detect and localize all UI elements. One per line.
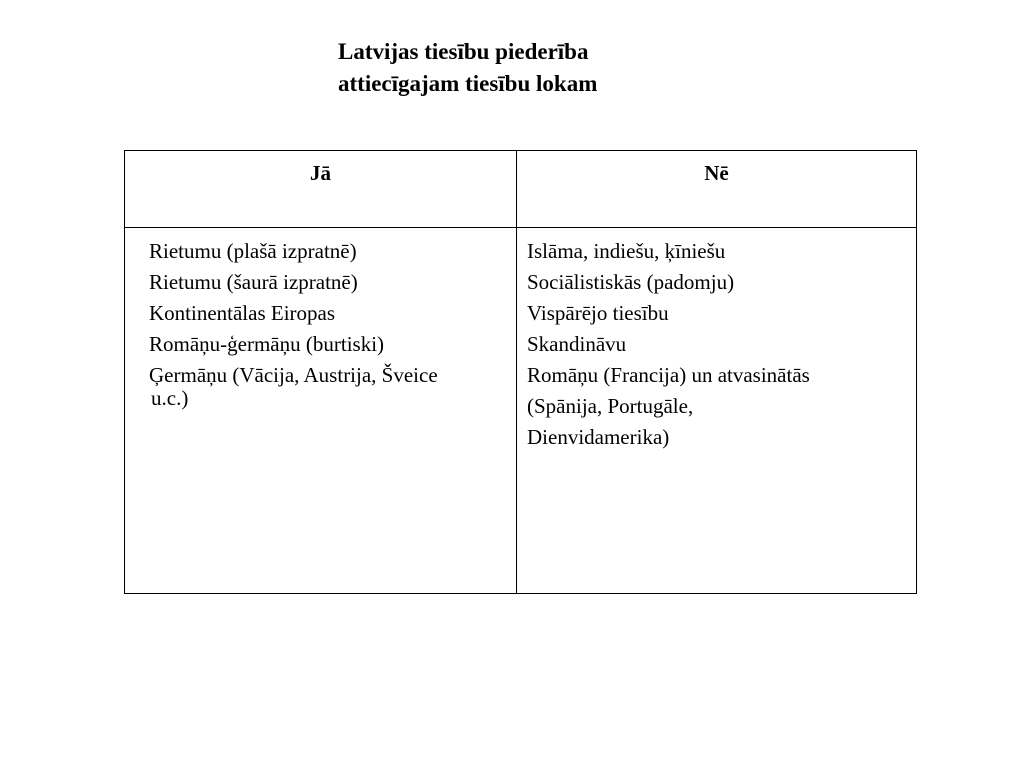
list-item: Skandināvu	[527, 332, 627, 356]
table-body-row	[125, 228, 917, 594]
list-item	[149, 360, 504, 410]
list-item: Sociālistiskās (padomju)	[527, 270, 735, 294]
comparison-table	[124, 150, 917, 594]
no-list	[517, 228, 916, 453]
list-item: Islāma, indiešu, ķīniešu	[527, 239, 726, 263]
slide-title	[338, 36, 758, 100]
no-cell	[517, 228, 917, 594]
yes-list	[125, 228, 516, 410]
list-item: Vispārējo tiesību	[527, 301, 669, 325]
list-item-line-2: u.c.)	[151, 386, 189, 410]
list-item: (Spānija, Portugāle,	[527, 394, 694, 418]
list-item: Dienvidamerika)	[527, 425, 670, 449]
list-item: Kontinentālas Eiropas	[149, 301, 336, 325]
table-header-row	[125, 151, 917, 228]
list-item: Romāņu (Francija) un atvasinātās	[527, 363, 810, 387]
yes-cell	[125, 228, 517, 594]
slide-title-line-1: Latvijas tiesību piederība	[338, 39, 589, 64]
list-item-line-1: Ģermāņu (Vācija, Austrija, Šveice	[149, 363, 438, 387]
list-item: Romāņu-ģermāņu (burtiski)	[149, 332, 385, 356]
list-item: Rietumu (šaurā izpratnē)	[149, 270, 358, 294]
slide-title-line-2: attiecīgajam tiesību lokam	[338, 71, 598, 96]
header-yes: Jā	[125, 151, 517, 228]
header-no: Nē	[517, 151, 917, 228]
list-item: Rietumu (plašā izpratnē)	[149, 239, 357, 263]
